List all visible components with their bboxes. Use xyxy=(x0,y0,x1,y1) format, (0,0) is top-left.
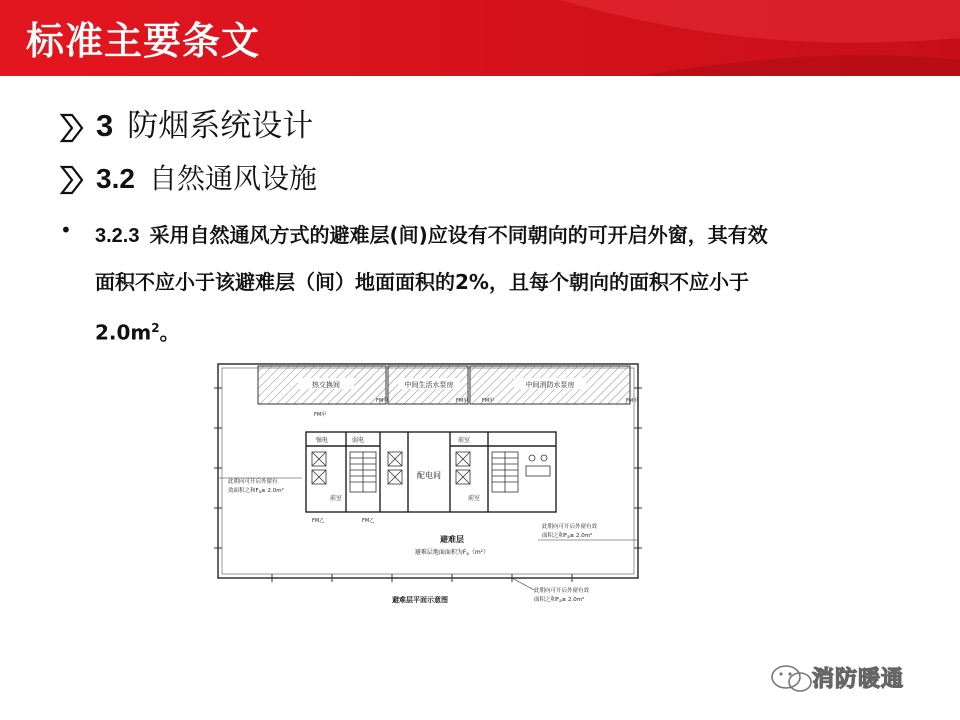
door-tag: FM甲 xyxy=(376,398,389,404)
room-label-vestibule: 前室 xyxy=(458,437,471,444)
page-title: 标准主要条文 xyxy=(26,19,261,63)
clause-code: 3.2.3 xyxy=(95,225,140,247)
clause-line-1 xyxy=(95,212,915,259)
refuge-floor-plan-diagram xyxy=(212,358,644,620)
heading-number: 3 xyxy=(96,108,114,143)
room-label-domestic-pump: 中间生活水泵房 xyxy=(404,381,454,389)
window-note-right1-line1: 此朝向可开启外窗有效 xyxy=(542,524,598,530)
clause-line-3 xyxy=(95,305,915,356)
diagram-caption: 避难层平面示意图 xyxy=(392,596,448,604)
hollow-arrow-icon xyxy=(60,165,84,195)
window-note-right2-line2: 面积之和Fa≥ 2.0m² xyxy=(534,597,585,603)
door-tag: FM甲 xyxy=(482,398,495,404)
door-tag: FM甲 xyxy=(626,398,639,404)
door-tag: FM甲 xyxy=(456,398,469,404)
heading-section xyxy=(60,100,313,145)
window-note-left-line1: 此朝向可开启外窗有 xyxy=(228,479,278,485)
heading-text: 防烟系统设计 xyxy=(127,108,314,144)
room-label-refuge-floor: 避难层 xyxy=(440,535,464,544)
room-label-weak-current: 弱电 xyxy=(352,437,365,444)
room-label-vestibule: 前室 xyxy=(330,495,343,502)
window-note-right2-line1: 此朝向可开启外窗有效 xyxy=(534,588,590,594)
room-label-distribution: 配电间 xyxy=(417,471,441,480)
door-tag: FM甲 xyxy=(314,412,327,418)
subheading-section xyxy=(60,157,317,197)
watermark-text: 消防暖通 xyxy=(812,667,905,692)
clause-paragraph xyxy=(95,212,915,356)
window-note-left-line2: 效面积之和Fa≥ 2.0m² xyxy=(228,488,284,494)
clause-text-1: 采用自然通风方式的避难层(间)应设有不同朝向的可开启外窗，其有效 xyxy=(149,223,768,247)
room-label-strong-current: 强电 xyxy=(316,437,329,444)
subheading-number: 3.2 xyxy=(96,163,135,194)
refuge-area-label: 避难层地面面积为Fa（m²） xyxy=(414,549,490,556)
clause-line-2: 面积不应小于该避难层（间）地面面积的2%，且每个朝向的面积不应小于 xyxy=(95,270,749,294)
clause-value: 2.0m xyxy=(95,320,152,345)
subheading-text: 自然通风设施 xyxy=(148,162,317,195)
window-note-right1-line2: 面积之和Fa≥ 2.0m² xyxy=(542,533,593,539)
room-label-heat-exchange: 热交换间 xyxy=(312,381,340,389)
clause-superscript: 2 xyxy=(151,321,160,335)
bullet-dot: • xyxy=(60,218,72,242)
hollow-arrow-icon xyxy=(60,113,84,143)
room-label-fire-pump: 中间消防水泵房 xyxy=(525,381,575,389)
room-label-vestibule: 前室 xyxy=(468,495,481,502)
clause-end: 。 xyxy=(159,320,180,345)
door-tag: FM乙 xyxy=(362,518,375,524)
door-tag: FM乙 xyxy=(312,518,325,524)
